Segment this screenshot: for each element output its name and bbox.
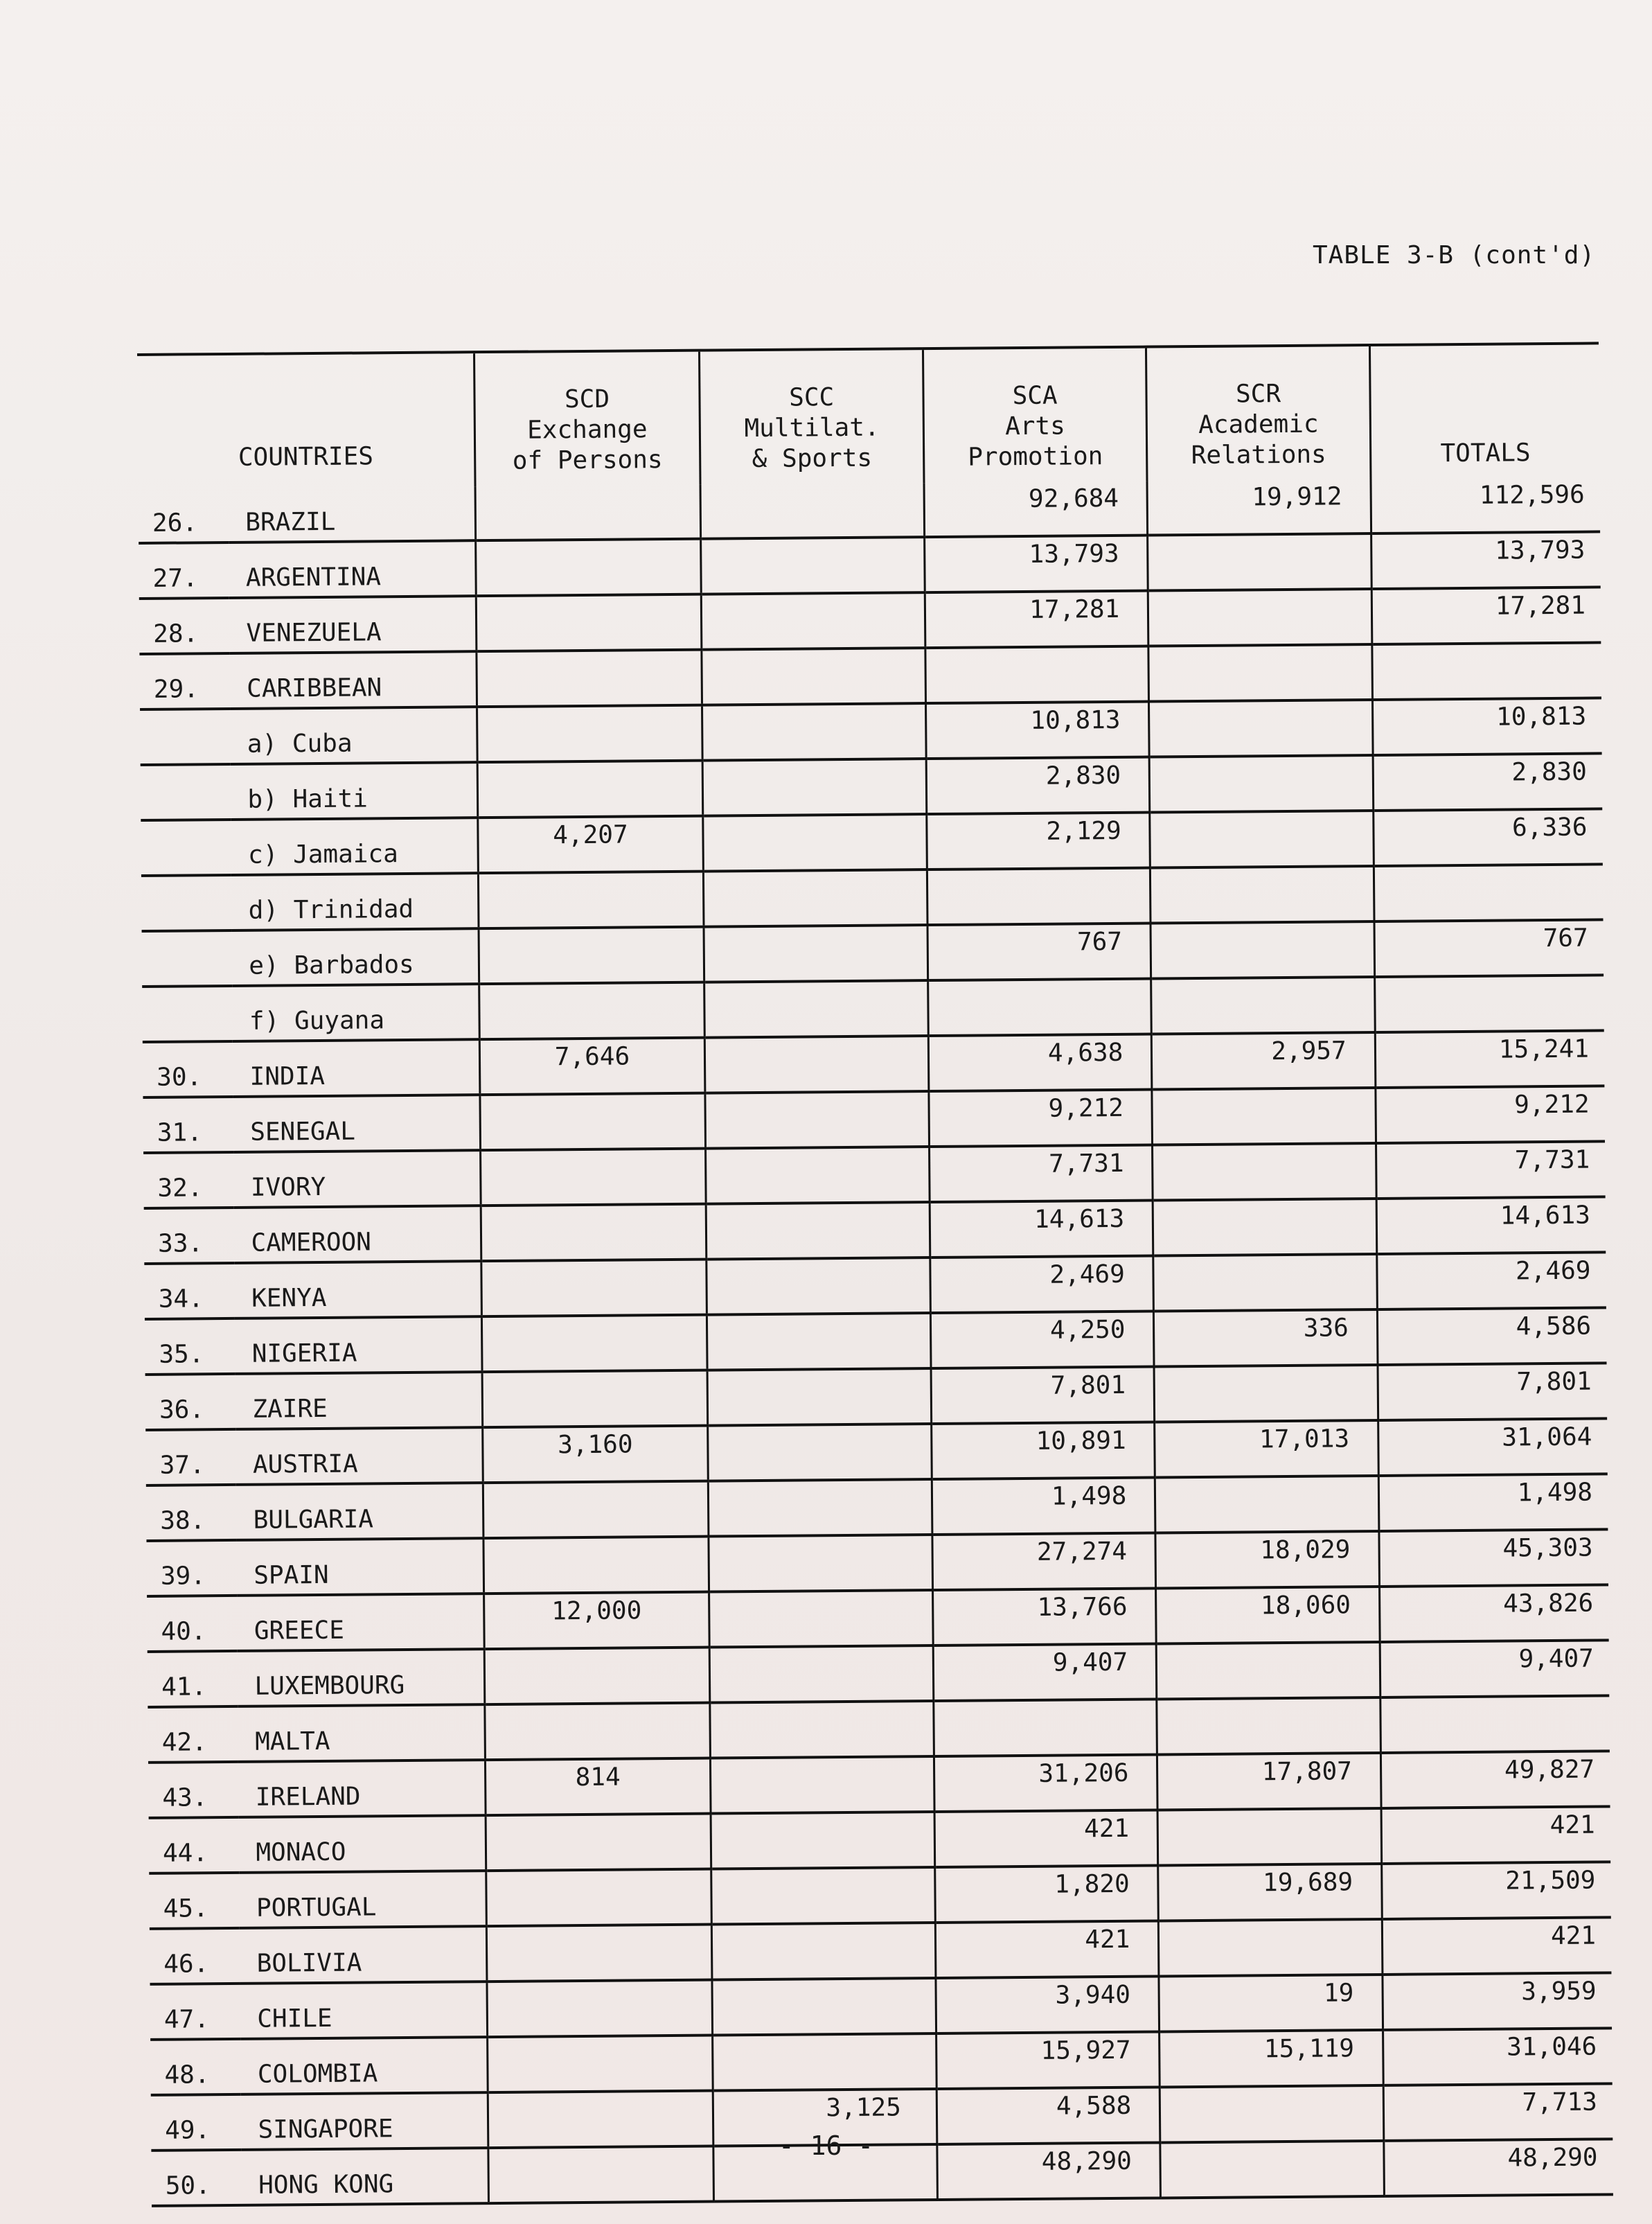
- scd-value: 3,160: [482, 1426, 709, 1483]
- country-name: b) Haiti: [231, 762, 477, 820]
- total-value: 31,064: [1378, 1418, 1607, 1476]
- scc-value: [712, 1978, 936, 2036]
- row-number: [142, 930, 233, 987]
- country-name: c) Jamaica: [231, 818, 478, 875]
- scd-value: [486, 1925, 713, 1982]
- scc-value: [709, 1479, 932, 1537]
- scd-value: [478, 872, 704, 929]
- scd-value: [479, 1093, 706, 1151]
- scr-value: [1153, 1143, 1376, 1201]
- total-value: 3,959: [1383, 1973, 1612, 2030]
- total-value: 15,241: [1375, 1030, 1604, 1088]
- total-value: 21,509: [1381, 1862, 1610, 1919]
- scc-value: [711, 1867, 935, 1925]
- scr-value: [1152, 1088, 1376, 1145]
- total-value: 9,407: [1380, 1640, 1609, 1697]
- scc-value: [702, 648, 925, 705]
- sca-value: [928, 979, 1152, 1036]
- row-number: 36.: [145, 1374, 236, 1430]
- total-value: 4,586: [1377, 1307, 1606, 1365]
- scc-value: [700, 483, 924, 539]
- scd-value: [484, 1703, 711, 1760]
- total-value: 767: [1374, 919, 1604, 977]
- scc-value: [708, 1368, 932, 1426]
- scc-value: [704, 925, 927, 982]
- scc-value: [707, 1202, 930, 1260]
- header-scc-line1: SCC: [789, 383, 835, 412]
- scd-value: [476, 594, 702, 652]
- sca-value: 17,281: [925, 591, 1148, 648]
- country-name: SENEGAL: [233, 1095, 480, 1152]
- expenditure-table: [137, 342, 1613, 2207]
- scc-value: [708, 1424, 932, 1481]
- header-scr-line3: Relations: [1191, 440, 1326, 470]
- scc-value: [711, 1812, 935, 1869]
- scr-value: [1148, 533, 1371, 591]
- country-name: f) Guyana: [233, 984, 479, 1041]
- sca-value: [925, 646, 1149, 704]
- country-name: CARIBBEAN: [230, 651, 477, 709]
- country-name: MONACO: [239, 1815, 486, 1873]
- scr-value: [1154, 1365, 1378, 1422]
- row-number: 33.: [144, 1208, 235, 1264]
- sca-value: 421: [934, 1810, 1158, 1867]
- row-number: 31.: [143, 1097, 233, 1153]
- scr-value: 19,912: [1147, 479, 1371, 536]
- scr-value: [1153, 1254, 1377, 1312]
- scr-value: 19: [1159, 1975, 1383, 2032]
- total-value: 7,801: [1378, 1363, 1607, 1420]
- scd-value: [481, 1315, 708, 1373]
- scc-value: [709, 1590, 933, 1648]
- row-number: [142, 986, 233, 1042]
- row-number: 47.: [150, 1984, 240, 2040]
- scc-value: [707, 1257, 930, 1315]
- scc-value: [702, 592, 925, 650]
- sca-value: [934, 1699, 1157, 1756]
- total-value: 1,498: [1378, 1474, 1608, 1531]
- row-number: 37.: [145, 1429, 236, 1485]
- scd-value: [481, 1204, 707, 1262]
- row-number: 48.: [150, 2039, 241, 2095]
- row-number: 27.: [139, 542, 229, 599]
- sca-value: 421: [935, 1921, 1159, 1978]
- row-number: 50.: [151, 2150, 242, 2206]
- header-sca: [923, 348, 1147, 484]
- scd-value: [479, 982, 705, 1040]
- scc-value: [712, 1923, 936, 1980]
- header-scc: [700, 350, 924, 485]
- scd-value: [476, 650, 702, 707]
- scr-value: 18,060: [1156, 1587, 1380, 1644]
- scr-value: [1159, 1919, 1383, 1977]
- country-name: IRELAND: [238, 1760, 485, 1817]
- sca-value: 15,927: [936, 2031, 1160, 2089]
- header-scd: [474, 352, 700, 487]
- scr-value: 17,807: [1157, 1753, 1381, 1810]
- scd-value: 7,646: [479, 1038, 706, 1095]
- country-name: CHILE: [240, 1982, 487, 2039]
- sca-value: 92,684: [924, 482, 1148, 538]
- total-value: 31,046: [1383, 2028, 1612, 2085]
- table-caption: TABLE 3-B (cont'd): [1313, 241, 1596, 270]
- sca-value: [927, 868, 1151, 926]
- total-value: [1380, 1695, 1610, 1753]
- row-number: 46.: [150, 1928, 240, 1984]
- sca-value: 10,891: [932, 1422, 1155, 1480]
- sca-value: 10,813: [925, 702, 1149, 759]
- scd-value: [483, 1481, 709, 1539]
- sca-value: 2,469: [930, 1256, 1154, 1314]
- header-sca-line1: SCA: [1012, 381, 1058, 411]
- row-number: 42.: [148, 1706, 238, 1763]
- scc-value: [705, 1091, 929, 1149]
- scc-value: [706, 1147, 930, 1204]
- scd-value: 4,207: [477, 816, 704, 874]
- total-value: 13,793: [1371, 531, 1600, 589]
- row-number: 26.: [139, 488, 229, 543]
- total-value: 45,303: [1379, 1529, 1608, 1587]
- scr-value: 2,957: [1152, 1032, 1376, 1090]
- country-name: d) Trinidad: [231, 873, 478, 930]
- scd-value: [486, 1814, 712, 1871]
- country-name: KENYA: [235, 1261, 481, 1318]
- scd-value: 814: [485, 1758, 711, 1816]
- country-name: SINGAPORE: [241, 2092, 488, 2150]
- total-value: 17,281: [1371, 587, 1601, 644]
- country-name: NIGERIA: [235, 1316, 481, 1374]
- row-number: 35.: [145, 1318, 236, 1375]
- scr-value: 336: [1154, 1309, 1378, 1367]
- country-name: CAMEROON: [234, 1206, 481, 1263]
- scr-value: [1149, 755, 1373, 813]
- row-number: 45.: [149, 1873, 240, 1929]
- row-number: 38.: [146, 1485, 237, 1541]
- total-value: 10,813: [1372, 698, 1601, 755]
- scc-value: [704, 980, 928, 1038]
- header-scc-line3: & Sports: [752, 443, 873, 474]
- country-name: PORTUGAL: [240, 1871, 486, 1928]
- sca-value: 9,212: [929, 1090, 1153, 1147]
- sca-value: 1,820: [935, 1865, 1159, 1923]
- scr-value: 17,013: [1155, 1420, 1378, 1478]
- scc-value: [705, 1036, 929, 1093]
- country-name: BRAZIL: [229, 486, 475, 542]
- country-name: IVORY: [233, 1150, 480, 1208]
- scd-value: [483, 1537, 709, 1594]
- header-scc-line2: Multilat.: [744, 413, 880, 443]
- country-name: HONG KONG: [242, 2148, 488, 2205]
- row-number: [140, 709, 231, 765]
- scd-value: [477, 705, 703, 763]
- row-number: [141, 820, 231, 876]
- scd-value: [486, 1869, 712, 1927]
- country-name: e) Barbados: [232, 928, 479, 986]
- sca-value: 3,940: [936, 1976, 1160, 2033]
- total-value: 49,827: [1380, 1751, 1610, 1808]
- scc-value: [703, 814, 927, 872]
- scc-value: [701, 537, 925, 594]
- scc-value: [713, 2033, 936, 2091]
- scd-value: 12,000: [483, 1592, 710, 1650]
- header-scd-line3: of Persons: [512, 445, 663, 475]
- row-number: 39.: [146, 1540, 237, 1596]
- scr-value: [1149, 700, 1373, 757]
- scc-value: [702, 703, 926, 761]
- header-scd-line2: Exchange: [527, 415, 648, 445]
- sca-value: 27,274: [932, 1533, 1156, 1591]
- total-value: [1374, 975, 1604, 1032]
- scd-value: [486, 1980, 713, 2038]
- scr-value: [1153, 1199, 1376, 1256]
- header-scr-line2: Academic: [1198, 409, 1319, 439]
- total-value: 2,830: [1373, 753, 1602, 811]
- total-value: 421: [1381, 1806, 1610, 1864]
- scd-value: [479, 927, 705, 985]
- row-number: 32.: [143, 1152, 234, 1208]
- scd-value: [475, 485, 702, 541]
- sca-value: 4,250: [930, 1312, 1154, 1369]
- header-row: [137, 344, 1599, 489]
- header-scd-line1: SCD: [564, 385, 610, 414]
- sca-value: 31,206: [934, 1754, 1157, 1812]
- country-name: INDIA: [233, 1039, 479, 1097]
- row-number: 28.: [139, 598, 230, 654]
- row-number: 41.: [148, 1651, 238, 1707]
- scr-value: 15,119: [1160, 2030, 1383, 2088]
- row-number: 40.: [147, 1596, 238, 1652]
- total-value: 112,596: [1371, 477, 1600, 533]
- scd-value: [487, 2036, 713, 2093]
- row-number: 29.: [139, 653, 230, 709]
- country-name: ARGENTINA: [229, 540, 476, 598]
- row-number: 34.: [144, 1263, 235, 1319]
- scc-value: [703, 759, 927, 816]
- sca-value: 2,830: [926, 757, 1150, 815]
- scr-value: [1150, 811, 1374, 868]
- total-value: [1374, 864, 1603, 921]
- sca-value: 2,129: [927, 813, 1151, 870]
- scr-value: [1157, 1808, 1381, 1866]
- sca-value: 14,613: [930, 1201, 1153, 1258]
- total-value: 7,713: [1383, 2083, 1613, 2141]
- header-totals: TOTALS: [1369, 344, 1599, 479]
- scr-value: [1151, 921, 1374, 979]
- scd-value: [475, 539, 702, 597]
- scr-value: [1148, 644, 1372, 702]
- total-value: 14,613: [1376, 1197, 1606, 1254]
- scc-value: [710, 1701, 934, 1758]
- scc-value: [710, 1645, 934, 1703]
- total-value: 421: [1382, 1917, 1611, 1975]
- country-name: COLOMBIA: [241, 2037, 488, 2094]
- country-name: BOLIVIA: [240, 1926, 486, 1984]
- sca-value: 13,766: [932, 1589, 1156, 1646]
- total-value: 2,469: [1376, 1252, 1606, 1309]
- row-number: 44.: [149, 1817, 240, 1873]
- scc-value: [707, 1313, 931, 1370]
- row-number: 49.: [151, 2094, 242, 2151]
- scr-value: [1148, 589, 1372, 646]
- country-name: a) Cuba: [230, 707, 477, 764]
- scc-value: [711, 1756, 934, 1814]
- scd-value: [482, 1370, 709, 1428]
- country-name: ZAIRE: [236, 1372, 482, 1429]
- header-scr: [1146, 346, 1371, 482]
- country-name: GREECE: [237, 1594, 483, 1651]
- sca-value: 767: [927, 924, 1151, 981]
- sca-value: 7,731: [929, 1145, 1153, 1203]
- row-number: [141, 764, 231, 820]
- total-value: 7,731: [1376, 1141, 1605, 1199]
- header-sca-line2: Arts: [1004, 412, 1065, 441]
- scr-value: 18,029: [1155, 1531, 1379, 1589]
- table-body: [139, 477, 1613, 2205]
- scr-value: [1151, 866, 1374, 924]
- scc-value: [704, 870, 927, 927]
- country-name: VENEZUELA: [229, 596, 476, 653]
- header-sca-line3: Promotion: [968, 442, 1103, 472]
- scd-value: [480, 1149, 707, 1206]
- row-number: 43.: [148, 1762, 239, 1818]
- row-number: [141, 875, 232, 931]
- country-name: SPAIN: [237, 1538, 483, 1596]
- sca-value: 1,498: [932, 1478, 1155, 1535]
- sca-value: 9,407: [933, 1644, 1157, 1702]
- header-countries: COUNTRIES: [238, 442, 374, 472]
- header-scr-line1: SCR: [1235, 380, 1281, 409]
- sca-value: 48,290: [937, 2142, 1161, 2200]
- row-number: 30.: [143, 1041, 233, 1097]
- scd-value: [481, 1260, 707, 1317]
- total-value: 48,290: [1384, 2139, 1613, 2196]
- scc-value: [709, 1535, 932, 1592]
- country-name: AUSTRIA: [236, 1427, 483, 1485]
- sca-value: 4,638: [928, 1034, 1152, 1092]
- country-name: BULGARIA: [236, 1483, 483, 1540]
- total-value: 9,212: [1376, 1086, 1605, 1143]
- total-value: 6,336: [1373, 809, 1602, 866]
- scd-value: [477, 761, 704, 818]
- scd-value: [484, 1648, 711, 1705]
- scr-value: [1151, 977, 1375, 1034]
- sca-value: 7,801: [931, 1367, 1155, 1424]
- scc-value: 3,125: [713, 2089, 937, 2146]
- scr-value: [1156, 1642, 1380, 1700]
- sca-value: 4,588: [936, 2087, 1160, 2144]
- scr-value: [1155, 1476, 1379, 1533]
- total-value: 43,826: [1379, 1585, 1608, 1642]
- scr-value: 19,689: [1158, 1864, 1382, 1921]
- country-name: LUXEMBOURG: [238, 1649, 484, 1706]
- page-number: - 16 -: [778, 2130, 874, 2161]
- country-name: MALTA: [238, 1704, 485, 1762]
- sca-value: 13,793: [925, 536, 1148, 593]
- scr-value: [1157, 1697, 1380, 1755]
- total-value: [1372, 642, 1601, 700]
